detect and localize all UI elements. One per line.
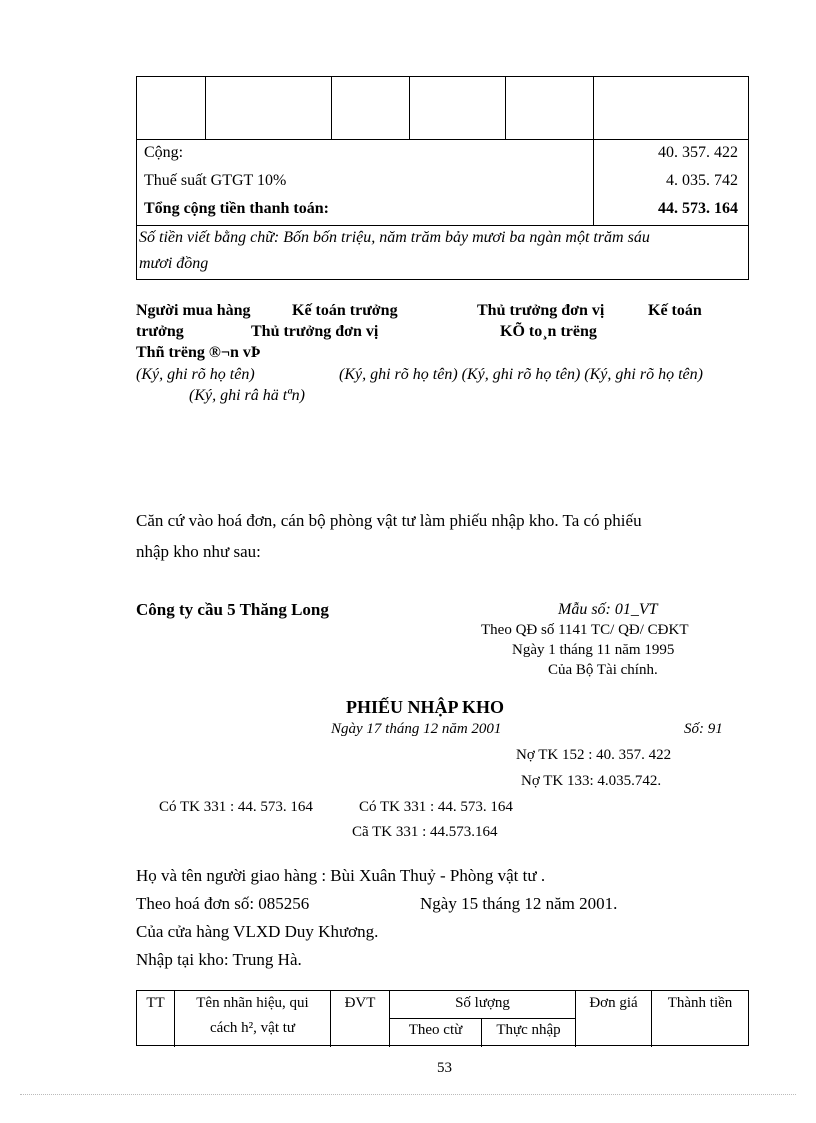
sig-chief-cont: trưởng: [136, 323, 184, 340]
table-divider: [205, 77, 206, 139]
sig-chief-accountant: Kế toán trưởng: [292, 302, 398, 319]
total-label: Cộng:: [144, 144, 184, 161]
credit-line: Có TK 331 : 44. 573. 164: [159, 799, 313, 815]
col-header-qty-doc: Theo ctừ: [408, 1022, 463, 1038]
credit-line: Cã TK 331 : 44.573.164: [352, 824, 498, 840]
form-number: Mẫu số: 01_VT: [558, 601, 658, 618]
vat-label: Thuế suất GTGT 10%: [144, 172, 287, 189]
table-divider: [331, 77, 332, 139]
vat-value: 4. 035. 742: [666, 172, 738, 189]
debit-line: Nợ TK 133: 4.035.742.: [521, 773, 662, 789]
sig-unit-head: Thủ trưởng đơn vị: [477, 302, 605, 319]
page-divider: [20, 1094, 796, 1095]
receipt-number: Số: 91: [684, 721, 723, 737]
sig-note-2: (Ký, ghi rõ họ tên) (Ký, ghi rõ họ tên) (Ký, ghi rõ họ tên): [339, 366, 703, 383]
company-name: Công ty cầu 5 Thăng Long: [136, 600, 329, 619]
decision-ref: Theo QĐ số 1141 TC/ QĐ/ CĐKT: [481, 622, 689, 638]
store: Của cửa hàng VLXD Duy Khương.: [136, 922, 379, 941]
table-divider: [137, 225, 748, 226]
amount-in-words: Số tiền viết bằng chữ: Bốn bốn triệu, năm trăm bảy mươi ba ngàn một trăm sáu: [139, 229, 650, 246]
sig-garbled-2: Thñ trëng ®¬n vÞ: [136, 344, 261, 361]
debit-line: Nợ TK 152 : 40. 357. 422: [516, 747, 672, 763]
table-divider: [505, 77, 506, 139]
table-divider: [137, 139, 748, 140]
sig-buyer: Người mua hàng: [136, 302, 251, 319]
receipt-title: PHIẾU NHẬP KHO: [346, 697, 505, 717]
receipt-items-table: [136, 990, 749, 1046]
col-header-amount: Thành tiền: [667, 995, 733, 1011]
warehouse: Nhập tại kho: Trung Hà.: [136, 950, 302, 969]
col-header-qty-actual: Thực nhập: [496, 1022, 561, 1038]
ministry: Của Bộ Tài chính.: [548, 662, 658, 678]
decision-date: Ngày 1 tháng 11 năm 1995: [512, 642, 675, 658]
col-header-qty: Số lượng: [455, 995, 510, 1011]
sig-garbled-1: KÕ to¸n trëng: [500, 323, 597, 340]
paragraph-line: Căn cứ vào hoá đơn, cán bộ phòng vật tư làm phiếu nhập kho. Ta có phiếu: [136, 511, 642, 530]
sig-note-1: (Ký, ghi rõ họ tên): [136, 366, 255, 383]
col-header-name-cont: cách h², vật tư: [209, 1020, 296, 1036]
col-header-tt: TT: [146, 995, 165, 1011]
receipt-date: Ngày 17 tháng 12 năm 2001: [331, 721, 502, 737]
grand-total-label: Tổng cộng tiền thanh toán:: [144, 200, 329, 217]
total-value: 40. 357. 422: [658, 144, 738, 161]
grand-total-value: 44. 573. 164: [658, 200, 738, 217]
invoice-date: Ngày 15 tháng 12 năm 2001.: [420, 894, 618, 913]
invoice-number: Theo hoá đơn số: 085256: [136, 894, 310, 913]
amount-in-words-cont: mươi đồng: [139, 255, 209, 272]
invoice-summary-table: [136, 76, 749, 280]
table-divider: [409, 77, 410, 139]
sig-unit-head-2: Thủ trưởng đơn vị: [251, 323, 379, 340]
paragraph-line: nhập kho như sau:: [136, 542, 261, 561]
table-divider: [389, 1018, 575, 1019]
sig-note-3: (Ký, ghi râ hä tªn): [189, 387, 305, 404]
table-divider: [593, 77, 594, 225]
page-number: 53: [437, 1060, 452, 1076]
col-header-unit: ĐVT: [344, 995, 376, 1011]
deliverer: Họ và tên người giao hàng : Bùi Xuân Thuỷ - Phòng vật tư .: [136, 866, 546, 885]
sig-accountant: Kế toán: [648, 302, 702, 319]
credit-line: Có TK 331 : 44. 573. 164: [359, 799, 513, 815]
col-header-name: Tên nhãn hiệu, qui: [196, 995, 309, 1011]
col-header-price: Đơn giá: [589, 995, 638, 1011]
